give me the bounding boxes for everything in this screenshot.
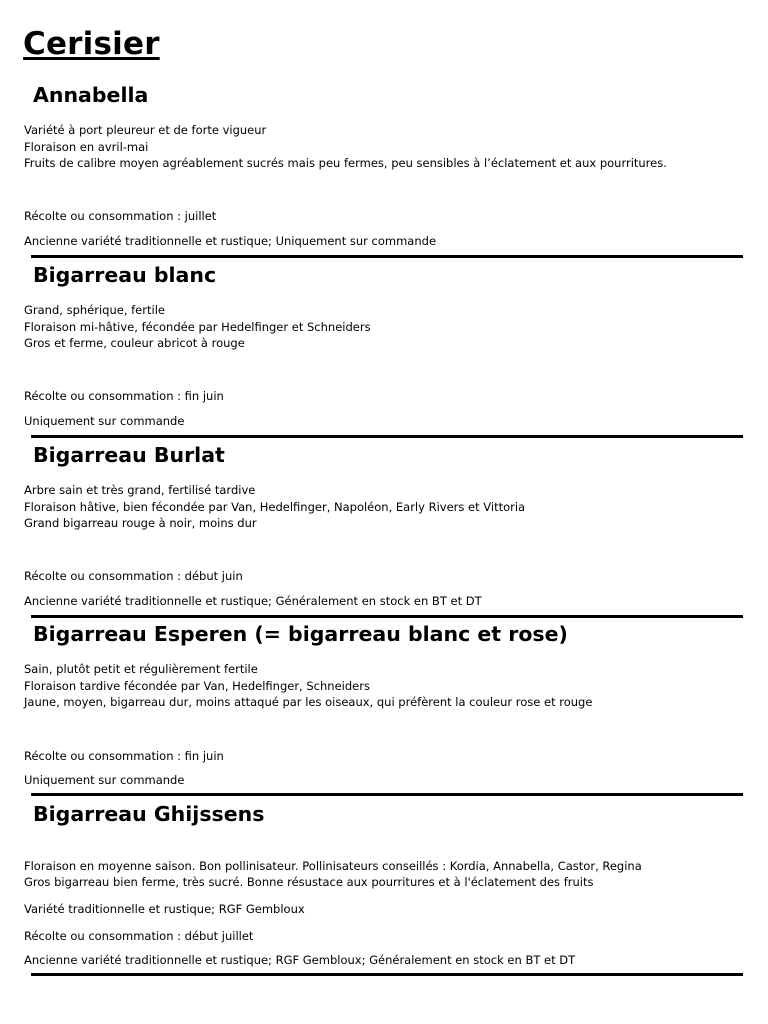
availability-info: Uniquement sur commande <box>24 414 185 428</box>
harvest-info: Récolte ou consommation : début juin <box>24 569 243 583</box>
description-line <box>24 841 642 858</box>
variety-description <box>24 841 642 891</box>
description-line: Arbre sain et très grand, fertilisé tardive <box>24 483 256 497</box>
description-line: Floraison en moyenne saison. Bon pollinisateur. Pollinisateurs conseillés : Kordia, Annabella, Castor, Regina <box>24 858 642 873</box>
description-line: Gros et ferme, couleur abricot à rouge <box>24 336 245 350</box>
section-divider <box>31 793 743 796</box>
description-line: Floraison hâtive, bien fécondée par Van, Hedelfinger, Napoléon, Early Rivers et Vittoria <box>24 499 526 514</box>
variety-name: Bigarreau Ghijssens <box>33 802 265 826</box>
variety-entry-bigarreau-esperen <box>0 622 768 802</box>
availability-info: Uniquement sur commande <box>24 773 185 787</box>
variety-name: Bigarreau Esperen (= bigarreau blanc et rose) <box>33 622 568 646</box>
description-line: Floraison tardive fécondée par Van, Hedelfinger, Schneiders <box>24 678 370 693</box>
variety-description <box>24 302 371 352</box>
variety-name: Annabella <box>33 83 149 107</box>
section-divider <box>31 973 743 976</box>
availability-info: Ancienne variété traditionnelle et rustique; Uniquement sur commande <box>24 234 437 248</box>
section-divider <box>31 435 743 438</box>
description-line: Variété à port pleureur et de forte vigueur <box>24 123 267 137</box>
description-line: Gros bigarreau bien ferme, très sucré. Bonne résustace aux pourritures et à l'éclatement des fruits <box>24 875 594 889</box>
availability-info: Ancienne variété traditionnelle et rustique; Généralement en stock en BT et DT <box>24 594 482 608</box>
variety-entry-annabella <box>0 83 768 263</box>
harvest-info: Récolte ou consommation : juillet <box>24 209 217 223</box>
description-line: Floraison mi-hâtive, fécondée par Hedelfinger et Schneiders <box>24 319 371 334</box>
description-line: Grand bigarreau rouge à noir, moins dur <box>24 516 257 530</box>
harvest-info: Récolte ou consommation : fin juin <box>24 389 224 403</box>
extra-info: Variété traditionnelle et rustique; RGF Gembloux <box>24 902 305 916</box>
variety-entry-bigarreau-ghijssens <box>0 802 768 982</box>
harvest-info: Récolte ou consommation : fin juin <box>24 749 224 763</box>
variety-entry-bigarreau-burlat <box>0 443 768 623</box>
description-line: Sain, plutôt petit et régulièrement fertile <box>24 662 258 676</box>
section-divider <box>31 255 743 258</box>
availability-info: Ancienne variété traditionnelle et rustique; RGF Gembloux; Généralement en stock en BT et DT <box>24 953 576 967</box>
description-line: Fruits de calibre moyen agréablement sucrés mais peu fermes, peu sensibles à l’éclatement et aux pourritures. <box>24 156 667 170</box>
variety-description <box>24 661 592 711</box>
description-line: Grand, sphérique, fertile <box>24 303 165 317</box>
variety-entry-bigarreau-blanc <box>0 263 768 443</box>
variety-name: Bigarreau blanc <box>33 263 217 287</box>
harvest-info: Récolte ou consommation : début juillet <box>24 929 254 943</box>
variety-description <box>24 482 525 532</box>
page-title: Cerisier <box>23 26 160 62</box>
variety-name: Bigarreau Burlat <box>33 443 225 467</box>
section-divider <box>31 615 743 618</box>
description-line: Floraison en avril-mai <box>24 139 149 154</box>
variety-description <box>24 122 667 172</box>
description-line: Jaune, moyen, bigarreau dur, moins attaqué par les oiseaux, qui préfèrent la couleur rose et rouge <box>24 695 593 709</box>
